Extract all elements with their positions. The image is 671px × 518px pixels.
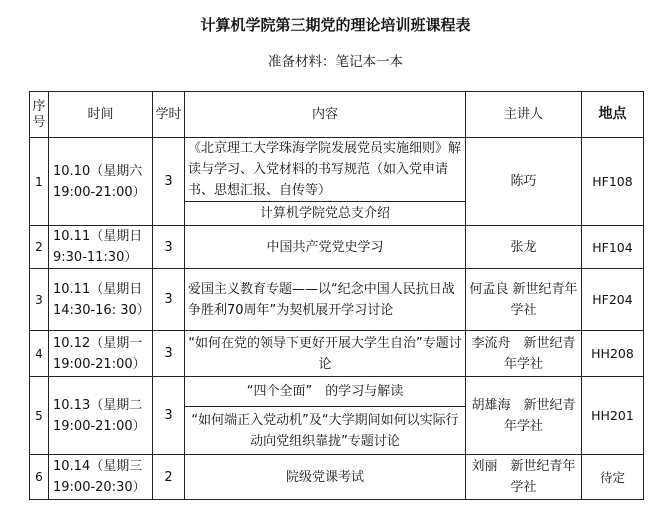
- row-time: 10.12（星期一 19:00-21:00）: [49, 331, 153, 377]
- row-no: 5: [30, 377, 49, 455]
- row-location: HF108: [582, 138, 644, 226]
- header-speaker: 主讲人: [466, 92, 582, 138]
- row-speaker: 何孟良 新世纪青年学社: [466, 269, 582, 331]
- row-content-sub: “如何端正入党动机”及“大学期间如何以实际行动向党组织靠拢”专题讨论: [185, 407, 466, 455]
- row-no: 6: [30, 455, 49, 500]
- row-time: 10.13（星期二 19:00-21:00）: [49, 377, 153, 455]
- row-speaker: 胡雄海 新世纪青年学社: [466, 377, 582, 455]
- row-hours: 2: [153, 455, 185, 500]
- row-speaker: 张龙: [466, 226, 582, 269]
- row-speaker: 陈巧: [466, 138, 582, 226]
- row-content-sub: 计算机学院党总支介绍: [185, 202, 466, 226]
- row-speaker: 李流舟 新世纪青年学社: [466, 331, 582, 377]
- materials-note: 准备材料：笔记本一本: [268, 54, 403, 70]
- header-hours: 学时: [153, 92, 185, 138]
- table-row: [30, 269, 644, 331]
- row-content: “如何在党的领导下更好开展大学生自治”专题讨论: [185, 331, 466, 377]
- table-row: [30, 377, 644, 407]
- row-no: 4: [30, 331, 49, 377]
- schedule-table: [29, 91, 644, 500]
- table-row: [30, 331, 644, 377]
- header-location: 地点: [582, 92, 644, 138]
- header-time: 时间: [49, 92, 153, 138]
- row-location: HH208: [582, 331, 644, 377]
- row-location: HF104: [582, 226, 644, 269]
- row-no: 3: [30, 269, 49, 331]
- row-content: 中国共产党党史学习: [185, 226, 466, 269]
- row-time: 10.14（星期三 19:00-20:30）: [49, 455, 153, 500]
- row-content: 《北京理工大学珠海学院发展党员实施细则》解读与学习、入党材料的书写规范（如入党申请书、思想汇报、自传等）: [185, 138, 466, 202]
- row-content: “四个全面” 的学习与解读: [185, 377, 466, 407]
- row-content: 院级党课考试: [185, 455, 466, 500]
- row-hours: 3: [153, 138, 185, 226]
- row-no: 1: [30, 138, 49, 226]
- table-row: [30, 226, 644, 269]
- row-hours: 3: [153, 377, 185, 455]
- row-speaker: 刘丽 新世纪青年学社: [466, 455, 582, 500]
- row-hours: 3: [153, 269, 185, 331]
- row-location: HF204: [582, 269, 644, 331]
- row-location: HH201: [582, 377, 644, 455]
- table-header-row: [30, 92, 644, 138]
- table-row: [30, 455, 644, 500]
- row-time: 10.10（星期六 19:00-21:00）: [49, 138, 153, 226]
- row-time: 10.11（星期日 14:30-16: 30）: [49, 269, 153, 331]
- table-row: [30, 138, 644, 202]
- row-hours: 3: [153, 331, 185, 377]
- row-time: 10.11（星期日 9:30-11:30）: [49, 226, 153, 269]
- header-content: 内容: [185, 92, 466, 138]
- header-no: 序号: [30, 92, 49, 138]
- page-title: 计算机学院第三期党的理论培训班课程表: [200, 16, 471, 34]
- row-hours: 3: [153, 226, 185, 269]
- row-no: 2: [30, 226, 49, 269]
- row-content: 爱国主义教育专题——以“纪念中国人民抗日战争胜利70周年”为契机展开学习讨论: [185, 269, 466, 331]
- row-location: 待定: [582, 455, 644, 500]
